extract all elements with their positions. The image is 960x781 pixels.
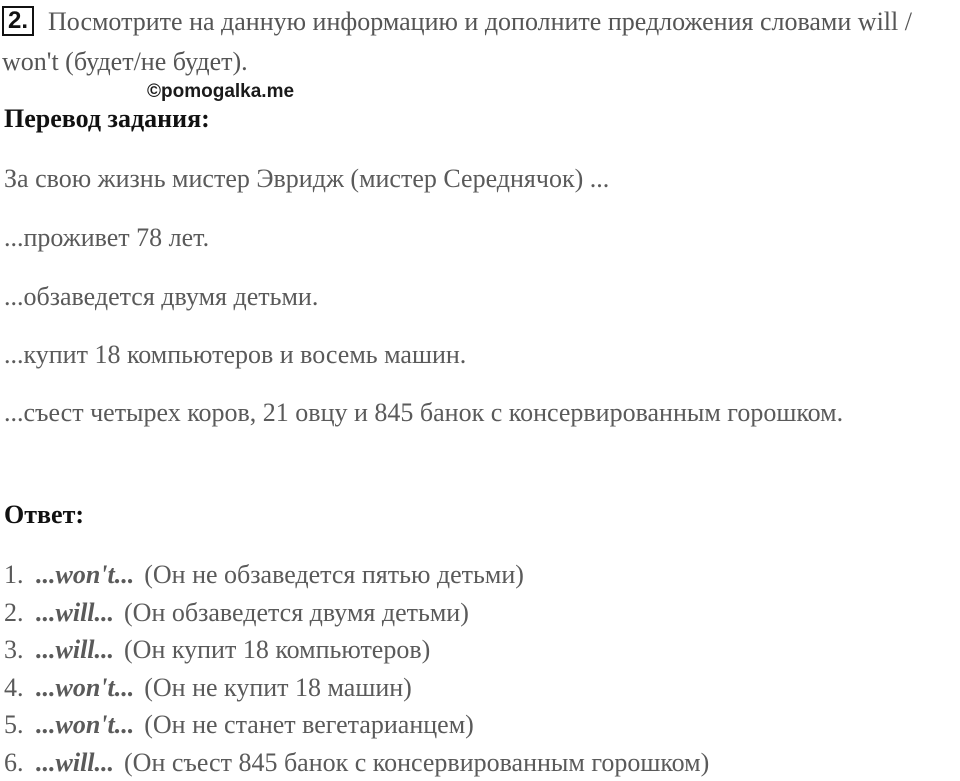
answer-item xyxy=(4,556,709,594)
answer-text: (Он не обзаведется пятью детьми) xyxy=(144,560,524,589)
translation-heading: Перевод задания: xyxy=(4,104,210,133)
task-number-badge: 2. xyxy=(2,6,34,36)
answer-key: ...won't... xyxy=(36,672,135,702)
answer-key: ...will... xyxy=(36,635,115,664)
answer-item xyxy=(4,744,709,781)
answer-number: 6. xyxy=(4,747,24,777)
answer-list xyxy=(4,556,709,781)
translation-line: ...проживет 78 лет. xyxy=(4,223,210,252)
translation-line: За свою жизнь мистер Эвридж (мистер Середнячок) ... xyxy=(4,164,610,193)
answer-number: 3. xyxy=(4,635,24,664)
answer-number: 5. xyxy=(4,710,24,739)
task-header xyxy=(2,2,958,82)
task-instruction: Посмотрите на данную информацию и дополните предложения словами will / won't (будет/не будет). xyxy=(2,7,912,76)
translation-line: ...купит 18 компьютеров и восемь машин. xyxy=(4,340,467,369)
translation-line: ...съест четырех коров, 21 овцу и 845 банок с консервированным горошком. xyxy=(4,398,844,427)
answer-text: (Он съест 845 банок с консервированным горошком) xyxy=(124,747,710,777)
answer-item xyxy=(4,594,709,632)
answer-item xyxy=(4,669,709,707)
watermark: ©pomogalka.me xyxy=(147,81,295,102)
answer-key: ...will... xyxy=(36,597,115,627)
answer-text: (Он обзаведется двумя детьми) xyxy=(124,597,469,627)
answer-text: (Он не купит 18 машин) xyxy=(144,672,412,702)
answer-number: 2. xyxy=(4,597,24,627)
answer-item xyxy=(4,706,709,744)
answer-key: ...won't... xyxy=(36,560,135,589)
answer-text: (Он купит 18 компьютеров) xyxy=(124,635,431,664)
answer-key: ...won't... xyxy=(36,710,135,739)
answer-key: ...will... xyxy=(36,747,115,777)
answer-heading: Ответ: xyxy=(4,500,85,529)
answer-item xyxy=(4,631,709,669)
answer-number: 1. xyxy=(4,560,24,589)
translation-line: ...обзаведется двумя детьми. xyxy=(4,282,319,311)
answer-number: 4. xyxy=(4,672,24,702)
answer-text: (Он не станет вегетарианцем) xyxy=(144,710,474,739)
